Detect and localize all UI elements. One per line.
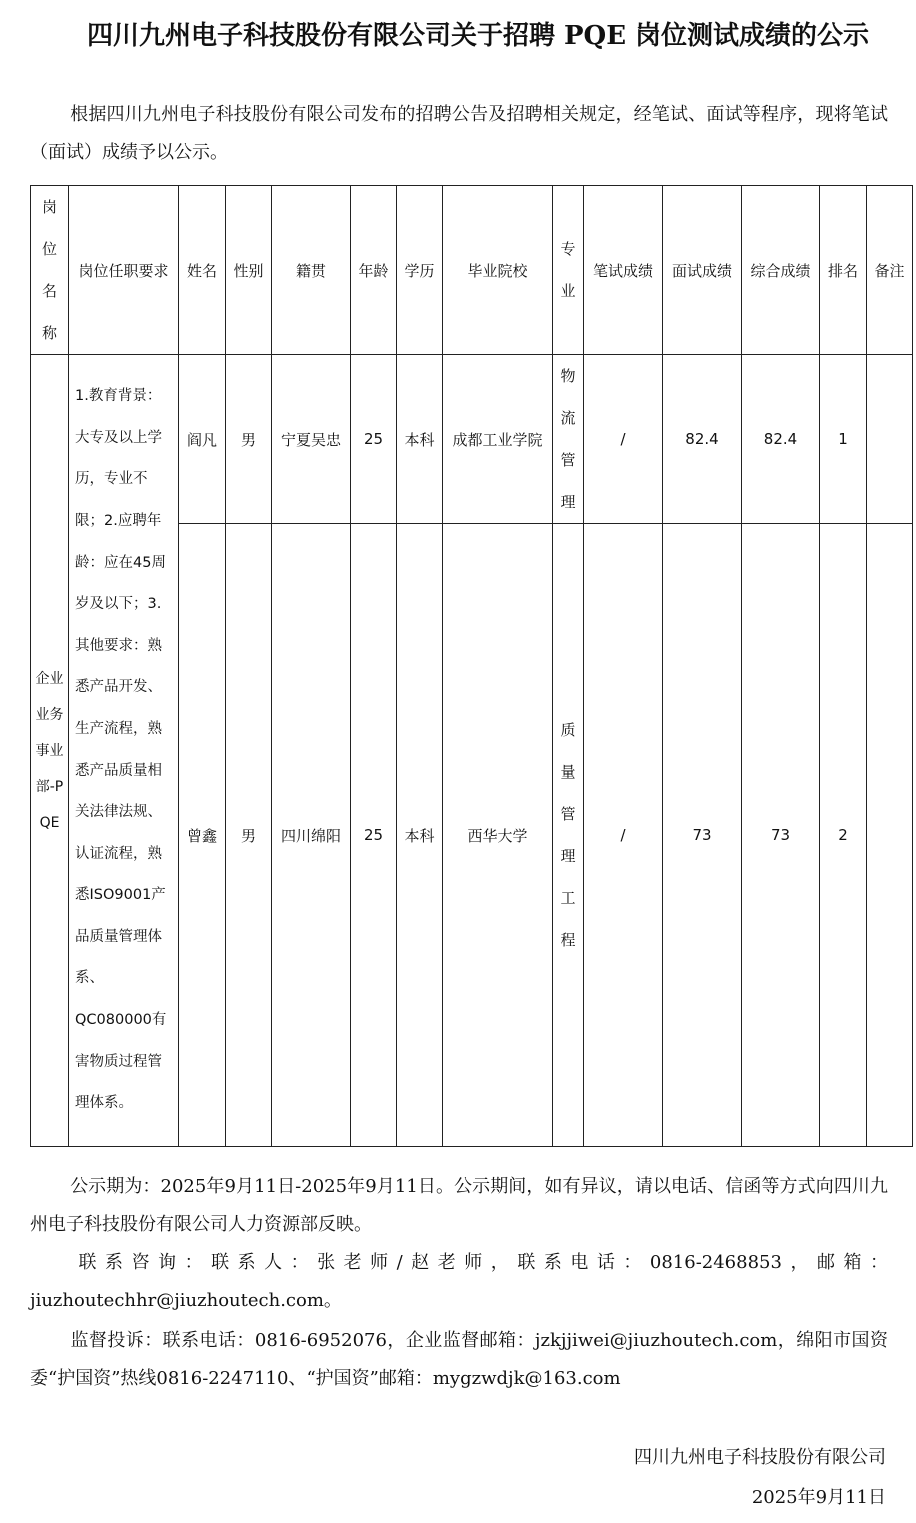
candidate-written-score: /	[584, 524, 663, 1147]
header-hometown: 籍贯	[272, 186, 351, 355]
requirements-cell: 1.教育背景：大专及以上学历，专业不限；2.应聘年龄：应在45周岁及以下；3.其他要求：熟悉产品开发、生产流程，熟悉产品质量相关法律法规、认证流程，熟悉ISO9001产品质量管理体系、QC080000有害物质过程管理体系。	[69, 355, 179, 1147]
header-gender: 性别	[226, 186, 272, 355]
candidate-age: 25	[351, 524, 397, 1147]
header-written-score: 笔试成绩	[584, 186, 663, 355]
candidate-name: 阎凡	[179, 355, 226, 524]
header-total-score: 综合成绩	[742, 186, 820, 355]
candidate-age: 25	[351, 355, 397, 524]
header-school: 毕业院校	[443, 186, 553, 355]
notice-period-text: 公示期为：2025年9月11日-2025年9月11日。公示期间，如有异议，请以电话、信函等方式向四川九州电子科技股份有限公司人力资源部反映。	[30, 1176, 888, 1235]
candidate-name: 曾鑫	[179, 524, 226, 1147]
candidate-rank: 2	[820, 524, 867, 1147]
candidate-major: 质量管理工程	[553, 524, 584, 1147]
candidate-remark	[867, 524, 913, 1147]
supervision-paragraph	[30, 1322, 888, 1398]
signature-company: 四川九州电子科技股份有限公司	[634, 1447, 886, 1468]
intro-text: 根据四川九州电子科技股份有限公司发布的招聘公告及招聘相关规定，经笔试、面试等程序，现将笔试（面试）成绩予以公示。	[30, 104, 888, 163]
candidate-hometown: 四川绵阳	[272, 524, 351, 1147]
candidate-remark	[867, 355, 913, 524]
intro-paragraph	[30, 96, 888, 172]
candidate-rank: 1	[820, 355, 867, 524]
candidate-total-score: 82.4	[742, 355, 820, 524]
candidate-gender: 男	[226, 524, 272, 1147]
candidate-written-score: /	[584, 355, 663, 524]
notice-period-paragraph	[30, 1168, 888, 1244]
header-education: 学历	[397, 186, 443, 355]
candidate-major: 物流管理	[553, 355, 584, 524]
header-position: 岗位名称	[31, 186, 69, 355]
signature-date: 2025年9月11日	[751, 1487, 886, 1508]
candidate-school: 成都工业学院	[443, 355, 553, 524]
candidate-education: 本科	[397, 524, 443, 1147]
table-header-row	[31, 186, 913, 355]
header-name: 姓名	[179, 186, 226, 355]
candidate-school: 西华大学	[443, 524, 553, 1147]
header-rank: 排名	[820, 186, 867, 355]
candidate-total-score: 73	[742, 524, 820, 1147]
candidate-interview-score: 82.4	[663, 355, 742, 524]
page-title: 四川九州电子科技股份有限公司关于招聘 PQE 岗位测试成绩的公示	[86, 21, 870, 51]
contact-text: 联系咨询：联系人：张老师/赵老师，联系电话：0816-2468853，邮箱：jiuzhoutechhr@jiuzhoutech.com。	[30, 1252, 888, 1311]
header-major: 专业	[553, 186, 584, 355]
header-requirements: 岗位任职要求	[69, 186, 179, 355]
score-table	[30, 185, 913, 1147]
table-row	[31, 355, 913, 524]
candidate-hometown: 宁夏吴忠	[272, 355, 351, 524]
supervision-text: 监督投诉：联系电话：0816-6952076，企业监督邮箱：jzkjjiwei@jiuzhoutech.com，绵阳市国资委“护国资”热线0816-2247110、“护国资”邮箱：mygzwdjk@163.com	[30, 1330, 888, 1389]
candidate-education: 本科	[397, 355, 443, 524]
candidate-interview-score: 73	[663, 524, 742, 1147]
candidate-gender: 男	[226, 355, 272, 524]
header-interview-score: 面试成绩	[663, 186, 742, 355]
contact-paragraph	[30, 1244, 888, 1320]
header-age: 年龄	[351, 186, 397, 355]
header-remark: 备注	[867, 186, 913, 355]
position-name-cell: 企业业务事业部-PQE	[31, 355, 69, 1147]
